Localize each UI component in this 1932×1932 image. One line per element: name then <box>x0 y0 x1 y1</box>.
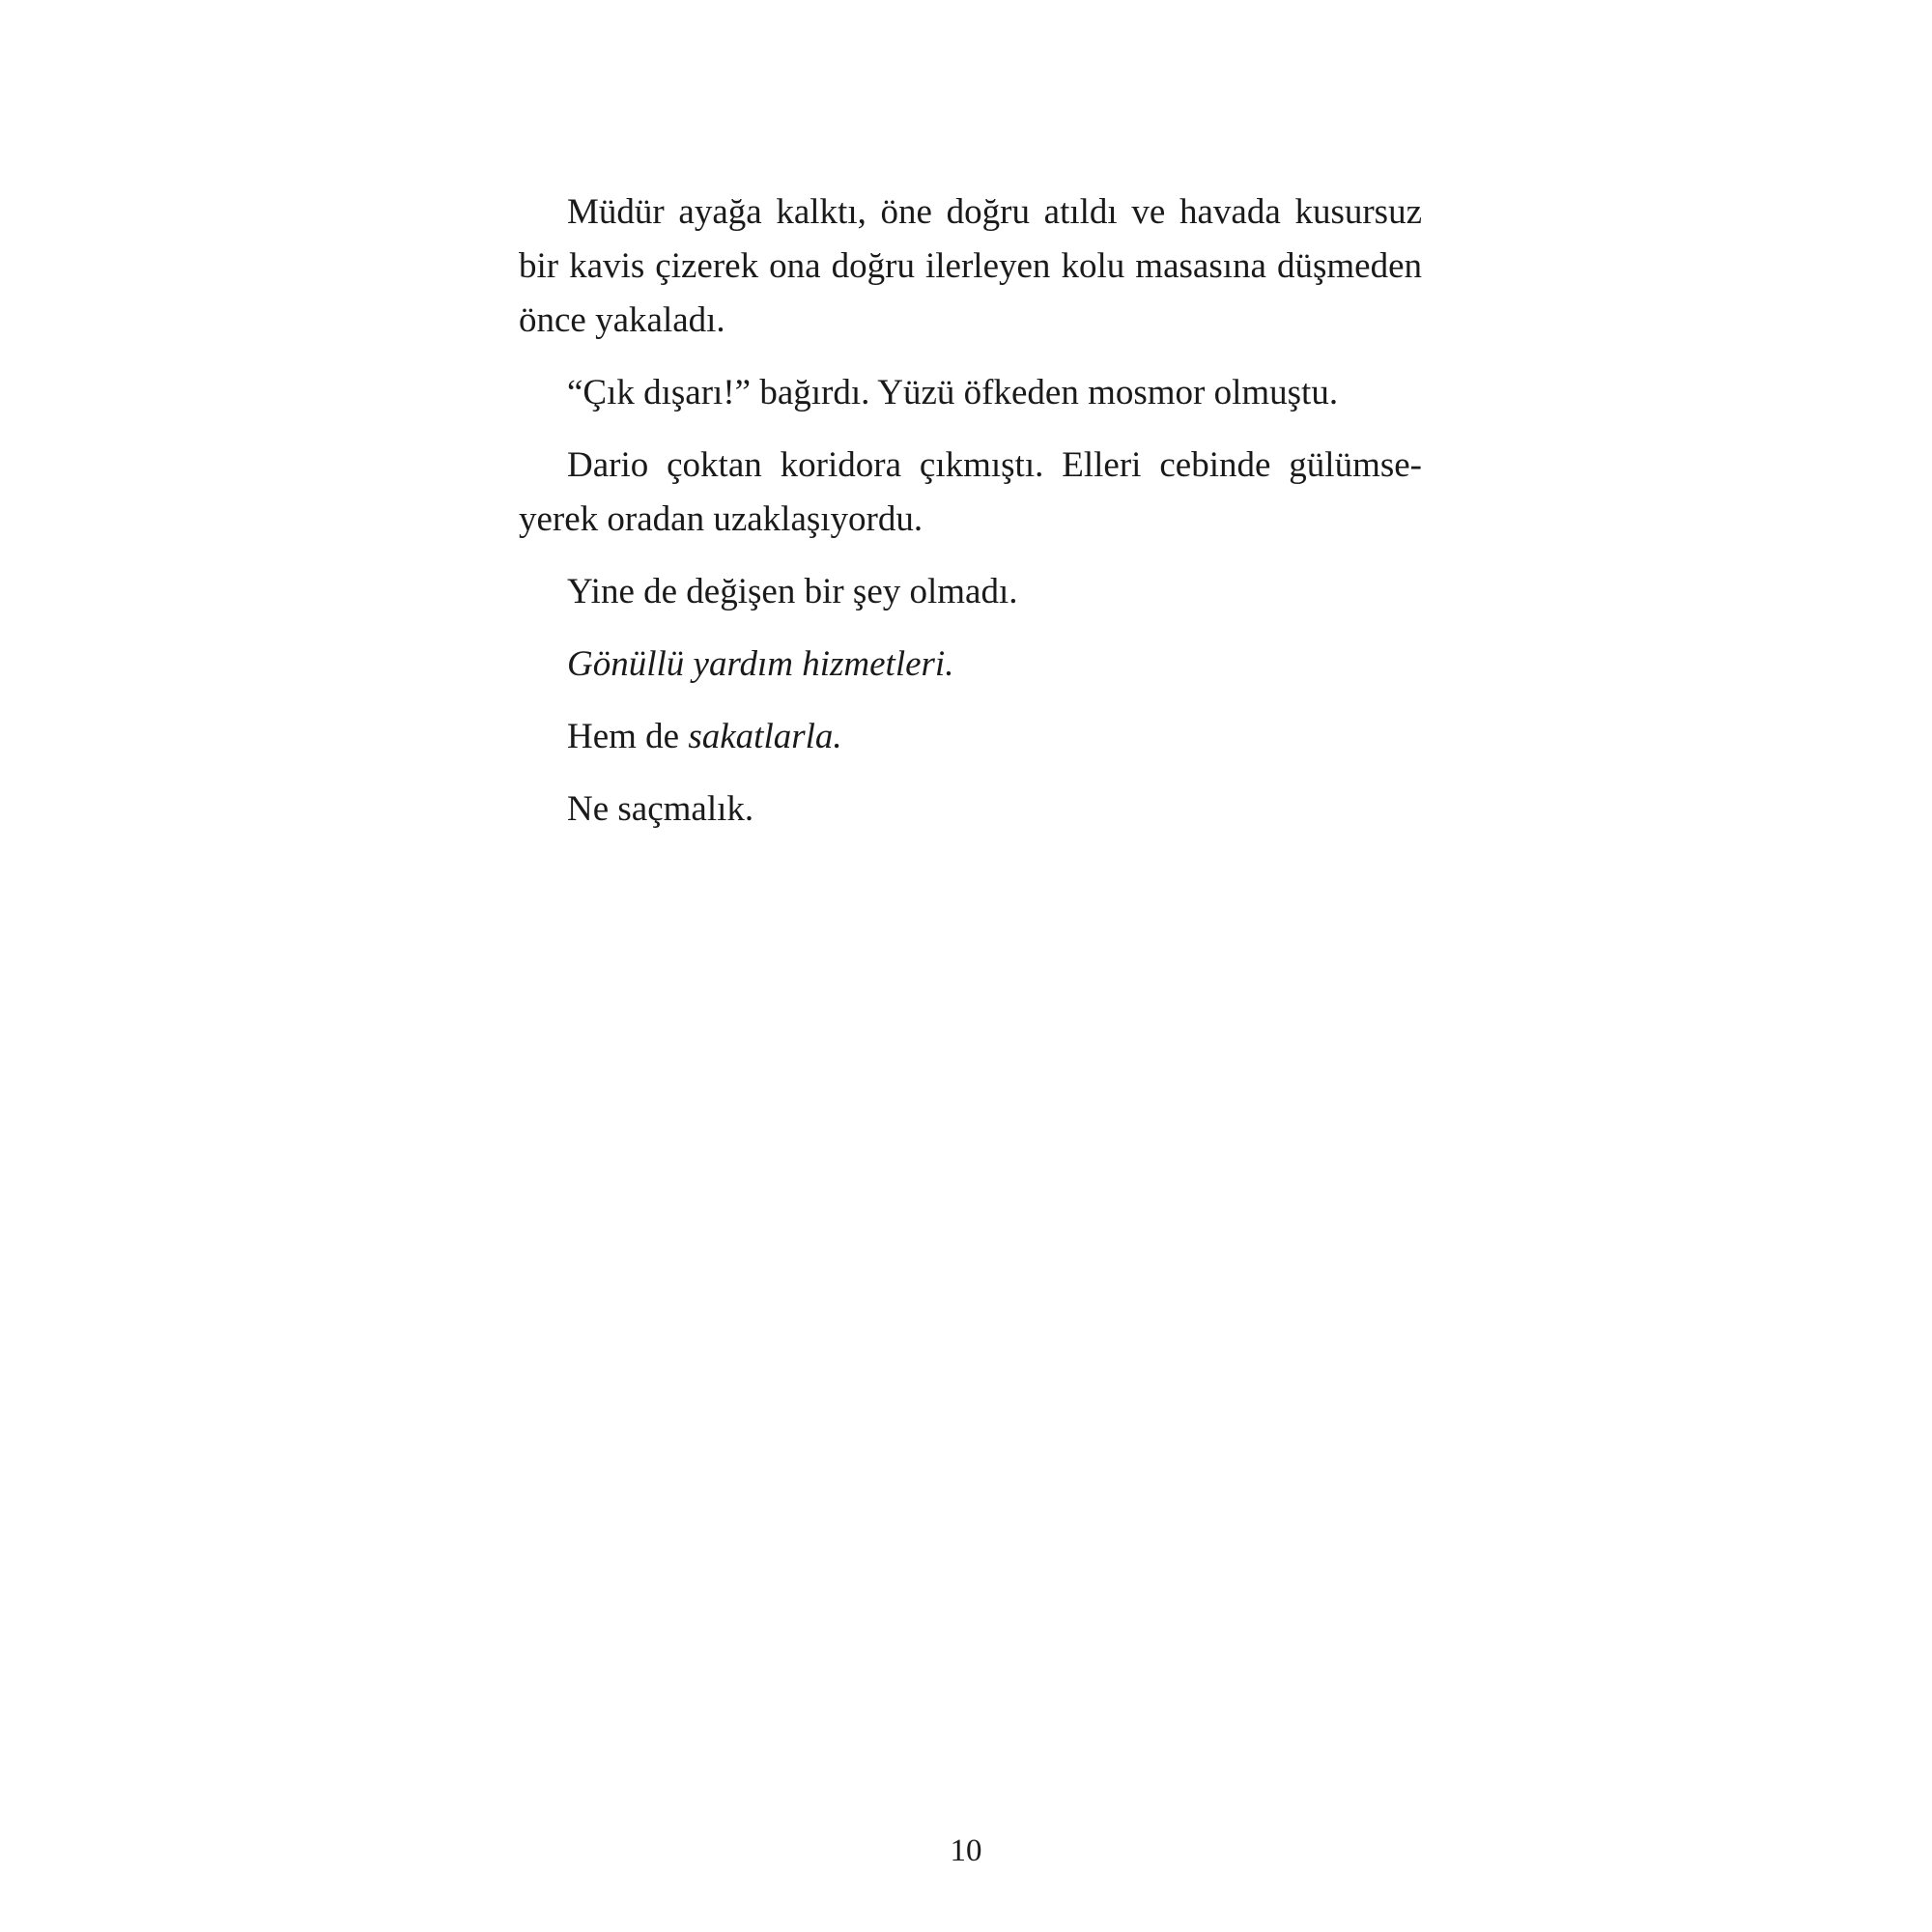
paragraph-5: Gönüllü yardım hizmetleri. <box>567 644 954 684</box>
paragraph-6-italic: sakatlarla. <box>688 717 842 756</box>
paragraph-6 <box>519 710 1422 764</box>
paragraph-4: Yine de değişen bir şey olmadı. <box>567 572 1018 611</box>
paragraph-1: Müdür ayağa kalktı, öne doğru atıldı ve havada kusursuz bir kavis çizerek ona doğru ilerleyen kolu masasına düşmeden önce yakaladı. <box>519 192 1422 340</box>
page-number: 10 <box>950 1833 982 1868</box>
body-text <box>519 185 1422 855</box>
paragraph-7: Ne saçmalık. <box>567 789 754 829</box>
paragraph-2: “Çık dışarı!” bağırdı. Yüzü öfkeden mosmor olmuştu. <box>567 373 1339 412</box>
paragraph-3: Dario çoktan koridora çıkmıştı. Elleri cebinde gülümse-yerek oradan uzaklaşıyordu. <box>519 445 1422 539</box>
paragraph-6-prefix: Hem de <box>567 717 689 756</box>
